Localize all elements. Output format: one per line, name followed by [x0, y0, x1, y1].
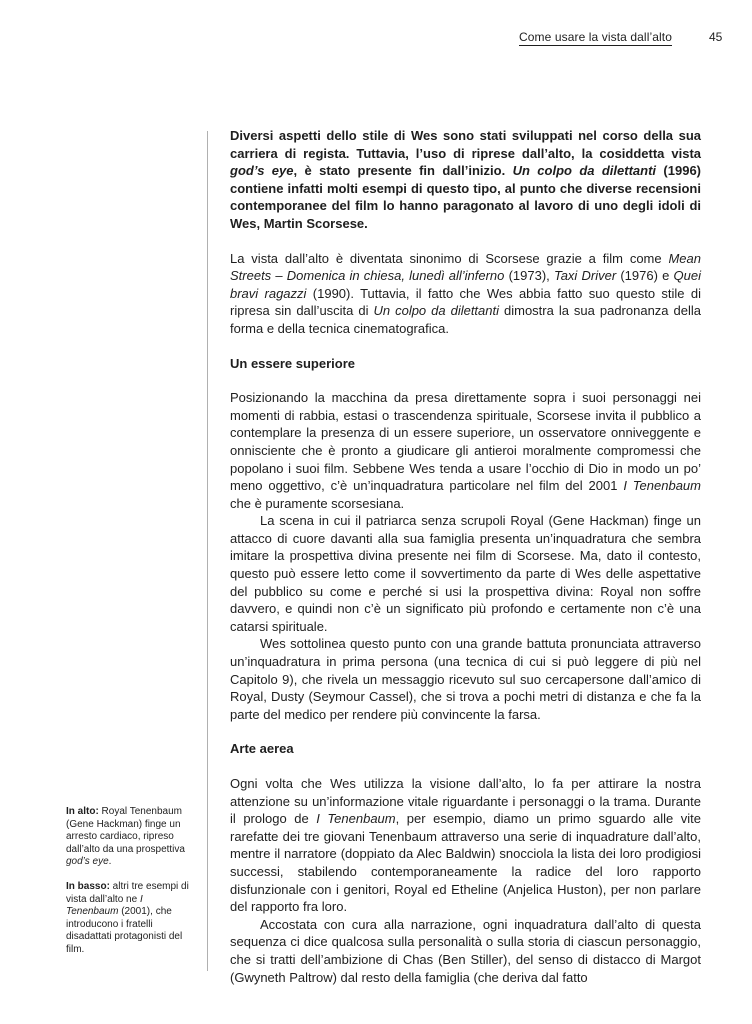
section-heading: Un essere superiore [230, 355, 356, 371]
running-head: Come usare la vista dall’alto [519, 30, 672, 44]
page-number: 45 [709, 30, 723, 44]
body-paragraph: Ogni volta che Wes utilizza la visione dall’alto, lo fa per attirare la nostra attenzione su un’informazione vitale riguardante i personaggi o la trama. Durante il prologo de I Tenenbaum, per esempio, diamo un primo sguardo alle vite rarefatte dei tre giovani Tenenbaum attraverso una serie di inquadrature dall’alto, mentre il narratore (doppiato da Alec Baldwin) snocciola la lista dei loro prodigiosi successi, stabilendo contemporaneamente la radice del loro rapporto disfunzionale con i genitori, Royal ed Etheline (Anjelica Huston), per non parlare del rapporto fra loro. [230, 776, 701, 915]
body-paragraph: Wes sottolinea questo punto con una grande battuta pronunciata attraverso un’inquadratura in prima persona (una tecnica di cui si può leggere di più nel Capitolo 9), che rivela un messaggio ricevuto sul suo cercapersone dall’amico di Royal, Dusty (Seymour Cassel), che si trova a pochi metri di distanza e che fa la parte del medico per rendere più convincente la farsa. [230, 636, 701, 722]
main-text-column [230, 127, 701, 986]
body-paragraph: La scena in cui il patriarca senza scrupoli Royal (Gene Hackman) finge un attacco di cuore davanti alla sua famiglia presenta un’inquadratura che sembra imitare la prospettiva divina presente nei film di Scorsese. Ma, dato il contesto, questo può essere letto come il sovvertimento da parte di Wes delle aspettative del pubblico su come e perché si usi la prospettiva divina: Royal non soffre davvero, e quindi non c’è un significato più profondo e certamente non c’è una catarsi spirituale. [230, 513, 701, 634]
body-paragraph: Posizionando la macchina da presa direttamente sopra i suoi personaggi nei momenti di rabbia, estasi o trascendenza spirituale, Scorsese invita il pubblico a contemplare la presenza di un essere superiore, un osservatore onniveggente e onnisciente che è pronto a giudicare gli antieroi moralmente compromessi che popolano i suoi film. Sebbene Wes tenda a usare l’occhio di Dio in modo un po’ meno oggettivo, c’è un’inquadratura particolare nel film del 2001 I Tenenbaum che è puramente scorsesiana. [230, 390, 701, 511]
intro-paragraph: Diversi aspetti dello stile di Wes sono stati sviluppati nel corso della sua carriera di regista. Tuttavia, l’uso di riprese dall’alto, la cosiddetta vista god’s eye, è stato presente fin dall’inizio. Un colpo da dilettanti (1996) contiene infatti molti esempi di questo tipo, al punto che diverse recensioni contemporanee del film lo hanno paragonato al lavoro di uno degli idoli di Wes, Martin Scorsese. [230, 128, 702, 231]
caption-bottom: In basso: altri tre esempi di vista dall’alto ne I Tenenbaum (2001), che introducono i fratelli disadattati protagonisti del film. [66, 880, 189, 955]
caption-top: In alto: Royal Tenenbaum (Gene Hackman) finge un arresto cardiaco, ripreso dall’alto da una prospettiva god’s eye. [66, 806, 185, 868]
section-heading: Arte aerea [230, 741, 294, 757]
body-paragraph: La vista dall’alto è diventata sinonimo di Scorsese grazie a film come Mean Streets – Domenica in chiesa, lunedì all’inferno (1973), Taxi Driver (1976) e Quei bravi ragazzi (1990). Tuttavia, il fatto che Wes abbia fatto suo questo stile di ripresa sin dall’uscita di Un colpo da dilettanti dimostra la sua padronanza della forma e della tecnica cinematografica. [230, 250, 701, 336]
image-caption [66, 806, 190, 957]
body-paragraph: Accostata con cura alla narrazione, ogni inquadratura dall’alto di questa sequenza ci dice qualcosa sulla personalità o sulla storia di ciascun personaggio, che si tratti dell’ambizione di Chas (Ben Stiller), del senso di distacco di Margot (Gwyneth Paltrow) dal resto della famiglia (che deriva dal fatto [230, 916, 701, 985]
column-rule [207, 131, 208, 971]
